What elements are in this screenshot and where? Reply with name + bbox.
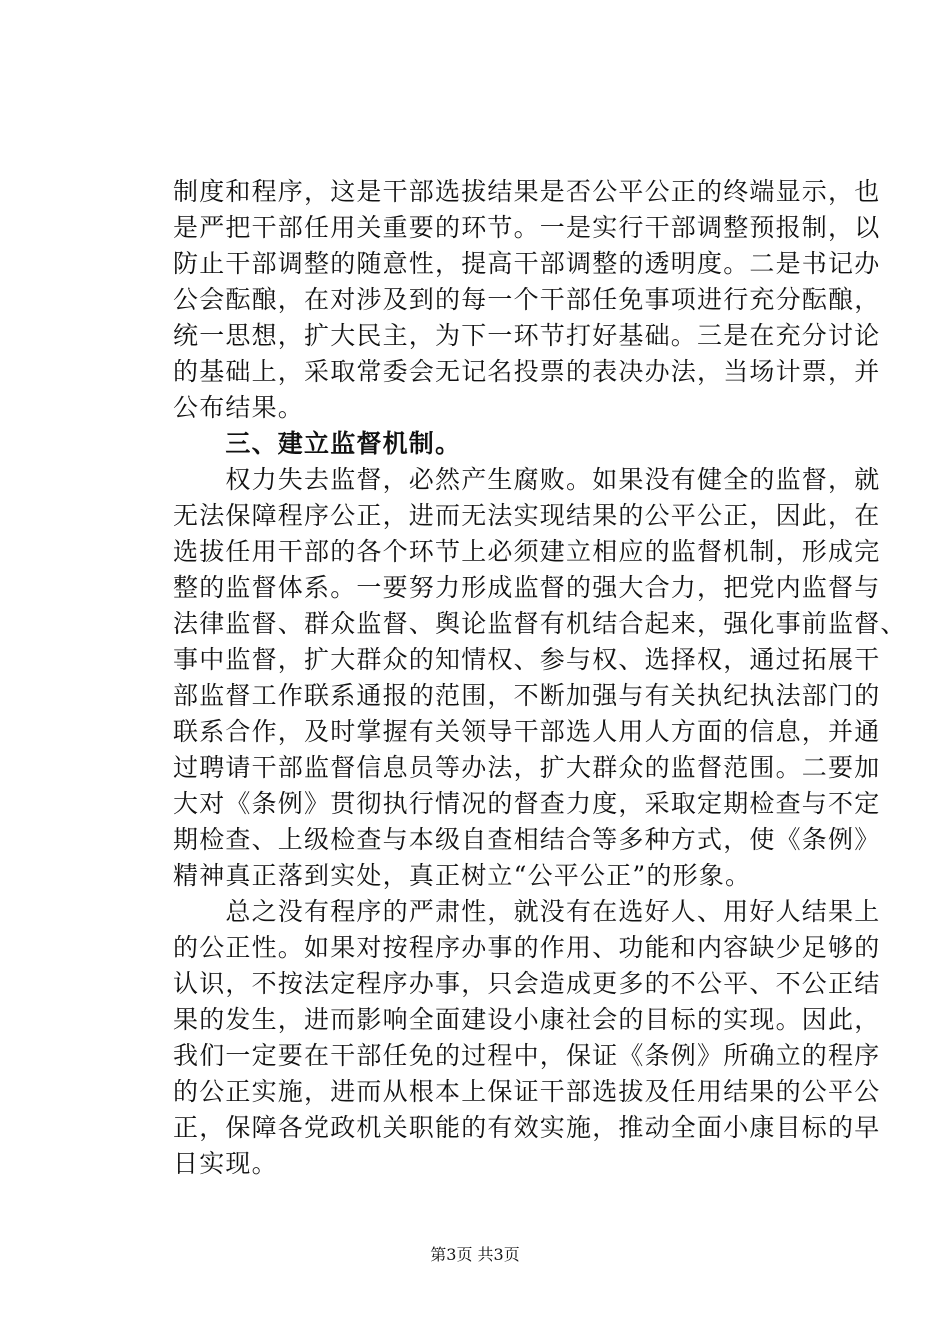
body-text <box>173 174 907 1182</box>
text-line: 部监督工作联系通报的范围，不断加强与有关执纪执法部门的 <box>173 681 881 710</box>
text-line: 的基础上，采取常委会无记名投票的表决办法，当场计票，并 <box>173 357 881 386</box>
text-line: 的公正性。如果对按程序办事的作用、功能和内容缺少足够的 <box>173 933 881 962</box>
text-line: 权力失去监督，必然产生腐败。如果没有健全的监督，就 <box>173 465 881 494</box>
text-line: 日实现。 <box>173 1149 278 1178</box>
text-line: 整的监督体系。一要努力形成监督的强大合力，把党内监督与 <box>173 573 881 602</box>
text-line: 正，保障各党政机关职能的有效实施，推动全面小康目标的早 <box>173 1113 881 1142</box>
text-line: 过聘请干部监督信息员等办法，扩大群众的监督范围。二要加 <box>173 753 881 782</box>
text-line: 大对《条例》贯彻执行情况的督查力度，采取定期检查与不定 <box>173 789 881 818</box>
text-line: 我们一定要在干部任免的过程中，保证《条例》所确立的程序 <box>173 1041 881 1070</box>
page-number-footer: 第3页 共3页 <box>430 1245 520 1264</box>
text-line: 公布结果。 <box>173 393 305 422</box>
text-line: 认识，不按法定程序办事，只会造成更多的不公平、不公正结 <box>173 969 881 998</box>
text-line: 是严把干部任用关重要的环节。一是实行干部调整预报制，以 <box>173 213 881 242</box>
section-heading: 三、建立监督机制。 <box>173 429 462 458</box>
text-line: 防止干部调整的随意性，提高干部调整的透明度。二是书记办 <box>173 249 881 278</box>
text-line: 果的发生，进而影响全面建设小康社会的目标的实现。因此， <box>173 1005 881 1034</box>
text-line: 法律监督、群众监督、舆论监督有机结合起来，强化事前监督、 <box>173 609 907 638</box>
text-line: 公会酝酿，在对涉及到的每一个干部任免事项进行充分酝酿， <box>173 285 881 314</box>
text-line: 总之没有程序的严肃性，就没有在选好人、用好人结果上 <box>173 897 881 926</box>
text-line: 联系合作，及时掌握有关领导干部选人用人方面的信息，并通 <box>173 717 881 746</box>
text-line: 事中监督，扩大群众的知情权、参与权、选择权，通过拓展干 <box>173 645 881 674</box>
text-line: 的公正实施，进而从根本上保证干部选拔及任用结果的公平公 <box>173 1077 881 1106</box>
text-line: 制度和程序，这是干部选拔结果是否公平公正的终端显示，也 <box>173 177 881 206</box>
text-line: 无法保障程序公正，进而无法实现结果的公平公正，因此，在 <box>173 501 881 530</box>
text-line: 统一思想，扩大民主，为下一环节打好基础。三是在充分讨论 <box>173 321 881 350</box>
text-line: 期检查、上级检查与本级自查相结合等多种方式，使《条例》 <box>173 825 881 854</box>
text-line: 选拔任用干部的各个环节上必须建立相应的监督机制，形成完 <box>173 537 881 566</box>
text-line: 精神真正落到实处，真正树立“公平公正”的形象。 <box>173 861 752 890</box>
